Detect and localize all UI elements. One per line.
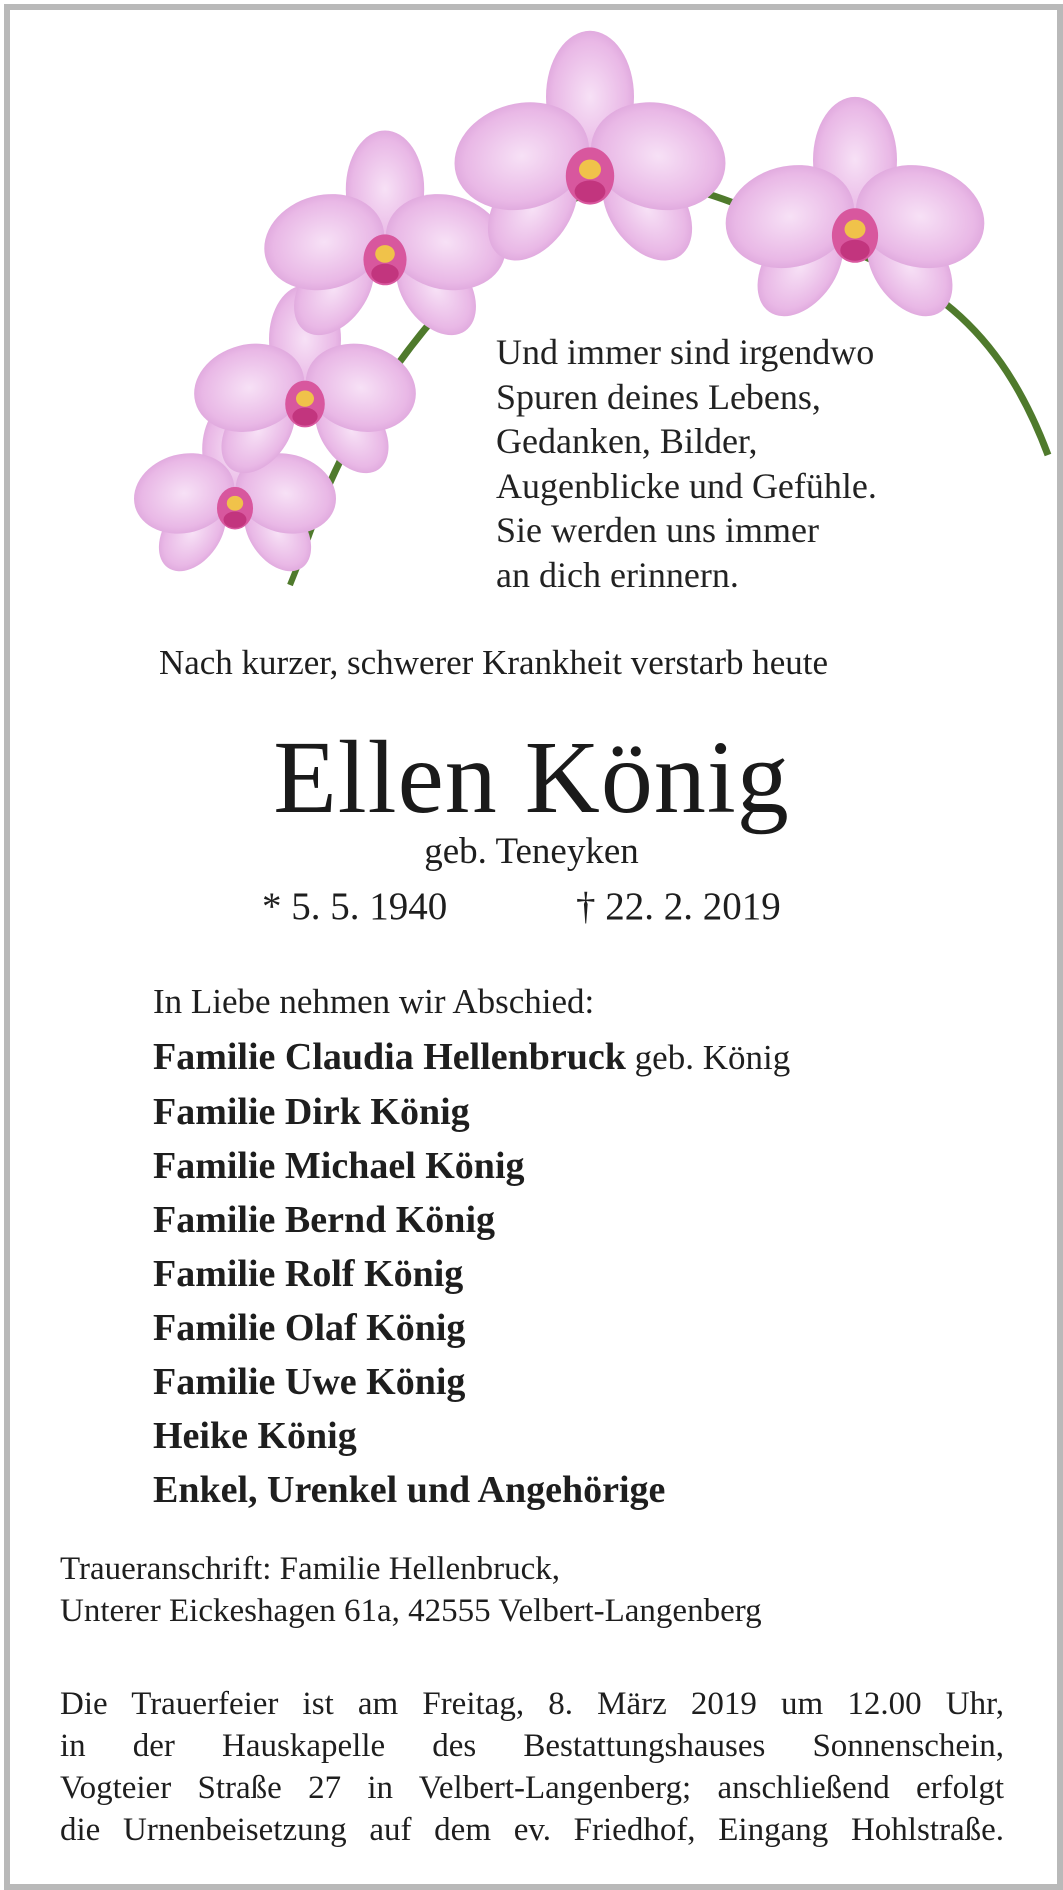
poem-line: an dich erinnern. bbox=[496, 554, 739, 595]
address-line: Traueranschrift: Familie Hellenbruck, bbox=[60, 1551, 561, 1587]
death-date: † 22. 2. 2019 bbox=[576, 885, 781, 928]
mourner-item: Enkel, Urenkel und Angehörige bbox=[153, 1469, 666, 1511]
poem-line: Spuren deines Lebens, bbox=[496, 376, 821, 417]
address-line: Unterer Eickeshagen 61a, 42555 Velbert-Langenberg bbox=[60, 1593, 762, 1629]
maiden-name: geb. Teneyken bbox=[424, 831, 639, 872]
mourning-address bbox=[60, 1548, 762, 1632]
ceremony-line: die Urnenbeisetzung auf dem ev. Friedhof, Eingang Hohlstraße. bbox=[60, 1812, 1004, 1848]
mourners-label: In Liebe nehmen wir Abschied: bbox=[153, 982, 595, 1021]
ceremony-line: Vogteier Straße 27 in Velbert-Langenberg; anschließend erfolgt bbox=[60, 1770, 1004, 1806]
death-announcement: Nach kurzer, schwerer Krankheit verstarb heute bbox=[158, 643, 829, 682]
mourner-item: Familie Claudia Hellenbruck geb. König bbox=[153, 1036, 791, 1078]
ceremony-line: Die Trauerfeier ist am Freitag, 8. März 2019 um 12.00 Uhr, bbox=[60, 1686, 1004, 1722]
poem-line: Sie werden uns immer bbox=[496, 510, 819, 550]
mourner-item: Heike König bbox=[153, 1415, 357, 1457]
ceremony-line: in der Hauskapelle des Bestattungshauses Sonnenschein, bbox=[60, 1728, 1004, 1764]
deceased-name: Ellen König bbox=[273, 720, 790, 835]
mourner-item: Familie Rolf König bbox=[153, 1253, 464, 1295]
funeral-details bbox=[60, 1683, 1004, 1851]
mourner-item: Familie Olaf König bbox=[153, 1307, 466, 1349]
poem-line: Und immer sind irgendwo bbox=[496, 332, 875, 372]
mourner-item: Familie Bernd König bbox=[153, 1199, 495, 1241]
mourners-list bbox=[153, 1030, 790, 1517]
mourner-item: Familie Michael König bbox=[153, 1145, 525, 1187]
memorial-poem bbox=[496, 330, 877, 597]
mourner-item: Familie Uwe König bbox=[153, 1361, 466, 1403]
poem-line: Gedanken, Bilder, bbox=[496, 421, 758, 461]
poem-line: Augenblicke und Gefühle. bbox=[496, 465, 877, 506]
mourner-item: Familie Dirk König bbox=[153, 1091, 470, 1133]
birth-date: * 5. 5. 1940 bbox=[262, 885, 448, 928]
